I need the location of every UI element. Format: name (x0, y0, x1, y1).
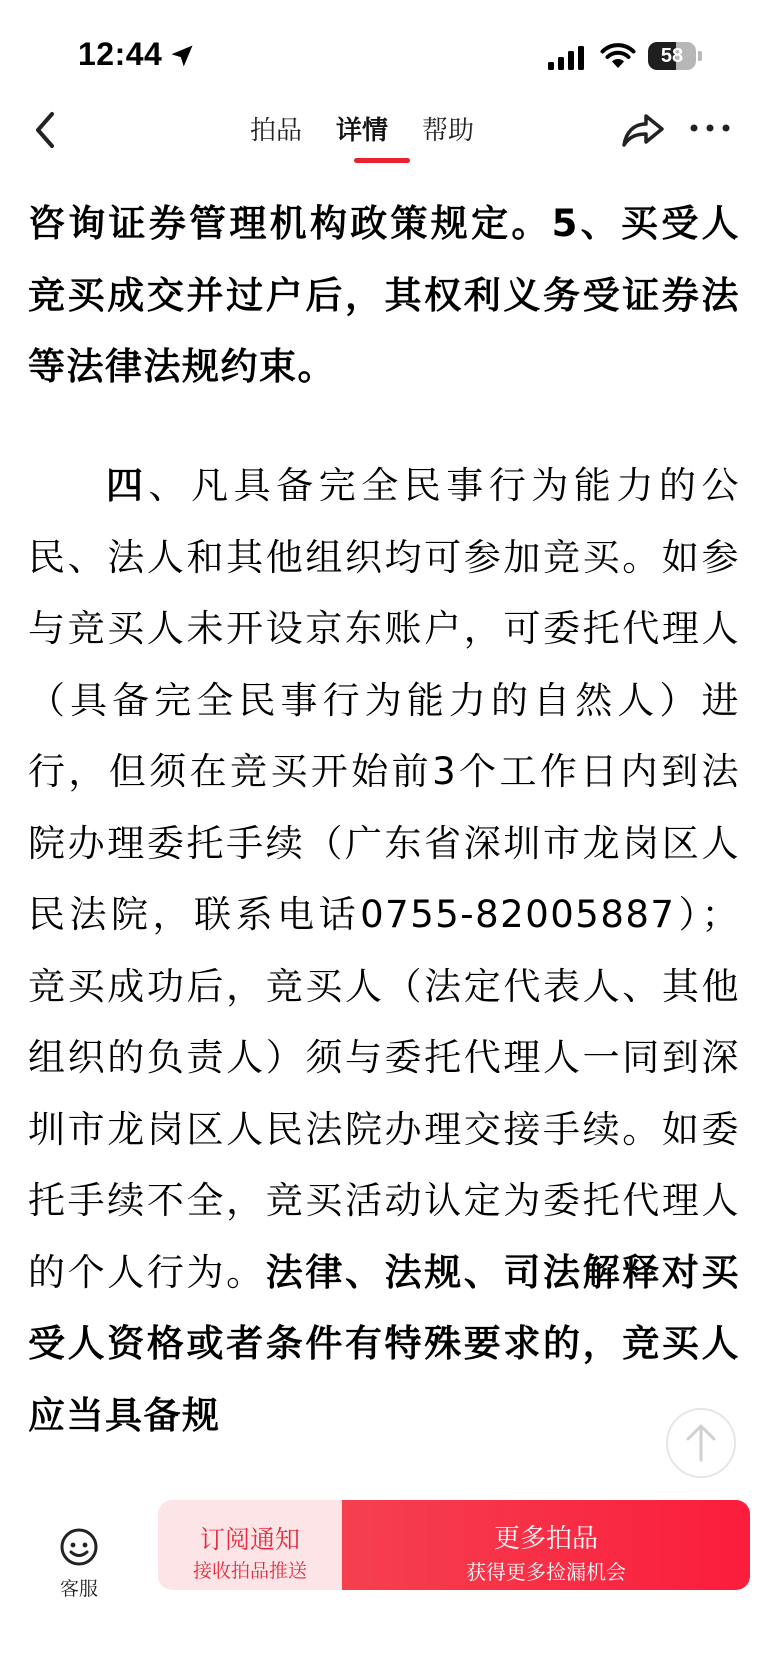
battery-level: 58 (660, 45, 684, 67)
more-lots-title: 更多拍品 (493, 1524, 598, 1554)
tab-details[interactable]: 详情 (336, 116, 389, 146)
subscribe-title: 订阅通知 (199, 1525, 300, 1554)
detail-paragraph-2 (28, 450, 740, 1451)
share-icon[interactable] (620, 108, 666, 152)
active-tab-indicator (354, 158, 410, 163)
section-bold-tail: 法律、法规、司法解释对买受人资格或者条件有特殊要求的，竞买人应当具备规 (28, 1250, 741, 1437)
more-lots-button[interactable] (342, 1500, 750, 1590)
battery-icon (648, 42, 702, 70)
nav-bar (0, 96, 769, 164)
scroll-top-arrow-icon (668, 1410, 734, 1476)
detail-paragraph-1: 咨询证券管理机构政策规定。5、买受人竞买成交并过户后，其权利义务受证券法等法律法规约束。 (28, 202, 740, 388)
status-time: 12:44 (78, 36, 163, 72)
status-bar (0, 0, 769, 96)
detail-content[interactable] (0, 164, 769, 1500)
signal-icon (548, 46, 588, 70)
subscribe-subtitle: 接收拍品推送 (192, 1560, 307, 1582)
wifi-icon (600, 42, 636, 70)
section-number: 四 (106, 464, 149, 507)
customer-service-icon (58, 1526, 100, 1568)
scroll-to-top-button[interactable] (666, 1408, 736, 1478)
more-dots-icon[interactable] (688, 120, 732, 136)
tab-lot[interactable]: 拍品 (250, 116, 303, 146)
location-arrow-icon (168, 42, 196, 70)
customer-service-label: 客服 (59, 1578, 98, 1600)
section-text: 、凡具备完全民事行为能力的公民、法人和其他组织均可参加竞买。如参与竞买人未开设京东账户，可委托代理人（具备完全民事行为能力的自然人）进行，但须在竞买开始前3个工作日内到法院办理委托手续（广东省深圳市龙岗区人民法院，联系电话0755-82005887）；竞买成功后，竞买人（法定代表人、其他组织的负责人）须与委托代理人一同到深圳市龙岗区人民法院办理交接手续。如委托手续不全，竞买活动认定为委托代理人的个人行为。 (28, 464, 741, 1294)
customer-service-button[interactable] (42, 1508, 116, 1598)
subscribe-notification-button[interactable] (158, 1500, 342, 1590)
tab-help[interactable]: 帮助 (422, 116, 475, 146)
more-lots-subtitle: 获得更多捡漏机会 (466, 1560, 626, 1584)
bottom-action-bar (0, 1500, 769, 1665)
